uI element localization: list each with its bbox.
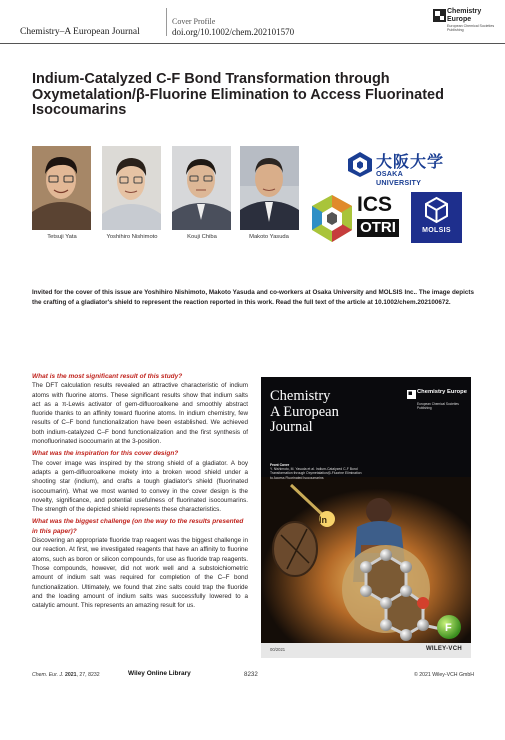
cover-publisher-name: Chemistry Europe — [417, 389, 467, 395]
osaka-university-emblem-icon — [346, 150, 374, 178]
answer-text: The cover image was inspired by the strong shield of a gladiator. A boy adapts a gem-difluoroalkene moiety into a broken wood shield under a shooting star (indium), and crafts a tough gladiator's shield (fluorinated isocoumarin). What we most wanted to convey in the cover design is the novelty, significance, and potential usefulness of fluorinated isocoumarins. The strength of the depicted shield represents these characteristics. — [32, 459, 248, 514]
cover-small-heading: Front Cover — [270, 463, 290, 467]
author-name: Makoto Yasuda — [249, 234, 289, 240]
cover-title-line: Chemistry — [270, 388, 331, 404]
citation-year: 2021 — [64, 672, 77, 678]
cover-front-cover-text — [270, 463, 362, 480]
cover-issue-number: 00/2021 — [270, 647, 286, 652]
cover-small-body: Y. Nishimoto, M. Yasuda et al. Indium-Catalyzed C-F Bond Transformation through Oxymetalation/β-Fluorine Elimination to Access Fluorinated Isocoumarins — [270, 467, 362, 480]
citation-volume-page: , 27, 8232 — [76, 672, 100, 678]
cover-title-line: Journal — [270, 419, 313, 436]
cover-wiley-logo: WILEY-VCH — [425, 646, 462, 652]
chemistry-europe-subtitle: European Chemical Societies Publishing — [447, 24, 495, 33]
author-name: Kouji Chiba — [187, 234, 217, 240]
article-title: Indium-Catalyzed C-F Bond Transformation through Oxymetalation/β-Fluorine Elimination to Access Fluorinated Isocoumarins — [32, 71, 444, 118]
cover-bottom-bar — [261, 643, 471, 658]
author-photo-yasuda — [240, 146, 299, 230]
author-name: Yoshihiro Nishimoto — [106, 234, 158, 240]
molsis-cube-icon — [411, 192, 462, 226]
page-footer — [32, 669, 474, 681]
author-name: Tetsuji Yata — [47, 234, 77, 240]
chemistry-europe-logo-icon — [433, 9, 446, 22]
doi-link[interactable]: doi.org/10.1002/chem.202101570 — [172, 27, 295, 37]
answer-text: The DFT calculation results revealed an attractive characteristic of indium atoms with fluorine atoms. These significant results show that indium salts act as a π-Lewis activator of gem-difluoroalkene and smoothly abstract fluoride thanks to an affinity toward fluorine atoms. In indium chemistry, few results of C–F bond functionalization have been established. We achieved both indium-catalyzed C–F bond functionalization and the first synthesis of monofluorinated isocoumarin at the 3-position. — [32, 382, 248, 446]
author-photo-chiba — [172, 146, 231, 230]
osaka-university-logo — [346, 148, 450, 187]
molsis-logo — [411, 192, 462, 243]
citation-journal: Chem. Eur. J. — [32, 672, 64, 678]
fluorine-label: F — [445, 622, 452, 634]
copyright: © 2021 Wiley-VCH GmbH — [413, 672, 474, 678]
cover-publisher-subtitle: European Chemical Societies Publishing — [417, 402, 459, 410]
otri-text: OTRI — [357, 219, 399, 237]
journal-name: Chemistry–A European Journal — [20, 27, 140, 37]
page-header — [0, 0, 505, 44]
cover-title-line: A European — [270, 403, 339, 420]
ics-otri-logo — [308, 192, 400, 246]
question-heading: What was the inspiration for this cover design? — [32, 450, 179, 458]
chemistry-europe-name: Chemistry Europe — [447, 8, 482, 23]
journal-cover-image — [261, 377, 471, 658]
author-photo-nishimoto — [102, 146, 161, 230]
osaka-university-name: OSAKA UNIVERSITY — [376, 169, 422, 187]
chemistry-europe-logo — [433, 8, 501, 38]
chemistry-europe-logo-icon — [407, 390, 416, 399]
qa-column — [32, 372, 248, 613]
indium-label: In — [319, 515, 327, 525]
section-label: Cover Profile — [172, 17, 216, 26]
wiley-online-library-link[interactable]: Wiley Online Library — [128, 670, 191, 677]
question-heading: What was the biggest challenge (on the way to the results presented in this paper)? — [32, 518, 244, 535]
author-photo-yata — [32, 146, 91, 230]
osaka-university-kanji: 大阪大学 — [376, 154, 445, 171]
intro-paragraph: Invited for the cover of this issue are Yoshihiro Nishimoto, Makoto Yasuda and co-workers at Osaka University and MOLSIS Inc.. The image depicts the crafting of a gladiator's shield to represent the reaction reported in this work. Read the full text of the article at 10.1002/chem.202100672. — [32, 289, 474, 307]
header-rule — [0, 43, 505, 44]
question-heading: What is the most significant result of this study? — [32, 373, 183, 380]
header-divider — [166, 8, 167, 36]
ics-emblem-icon — [308, 193, 356, 245]
ics-text: ICS — [357, 193, 393, 216]
molsis-name: MOLSIS — [422, 227, 451, 234]
page-number: 8232 — [244, 671, 258, 678]
citation — [32, 672, 100, 678]
answer-text: Discovering an appropriate fluoride trap reagent was the biggest challenge in our reaction. At first, we investigated reagents that have an affinity to fluorine atoms, such as boron or silicon compounds, for use as fluoride trap reagents. Those compounds, however, did not work well and a substoichiometric amount of indium salt was required for completion of the C–F bond functionalization. Ultimately, we found that zinc salts could trap the fluoride and the loading amount of indium salts was successfully lowered to a catalytic amount. This represents an amazing result for us. — [32, 537, 248, 610]
cover-title — [270, 389, 339, 436]
